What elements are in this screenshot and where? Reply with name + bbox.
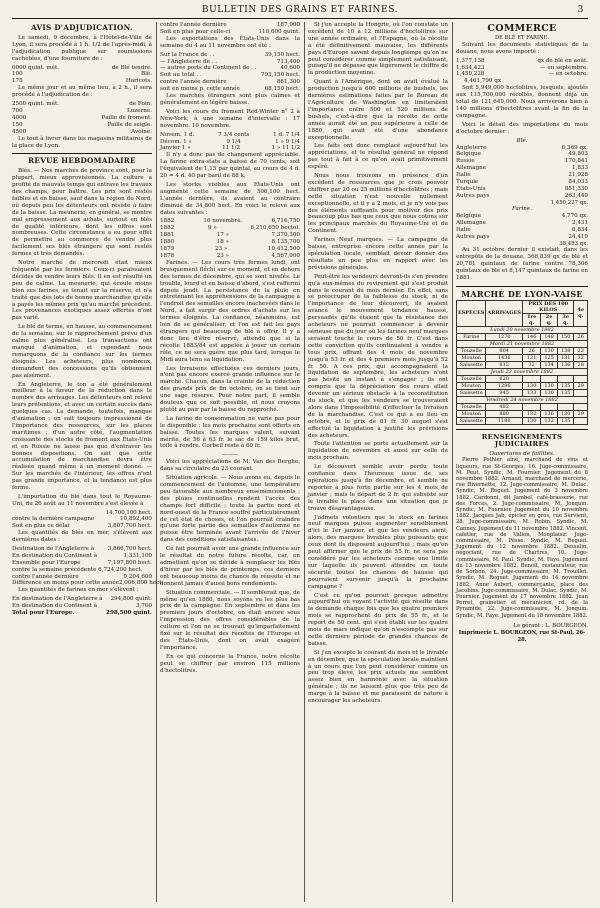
paragraph: Ce fait pourrait avoir une grande influence sur le résultat de notre future récolte, car, en admettant qu'on se décide à remplacer les blés d'hiver par les blés de printemps, ces derniers ont beaucoup moins de chance de réussite et ne donnent jamais d'aussi bons rendements. xyxy=(160,546,300,587)
paragraph: Il n'y a donc pas de changement appréciable. La farine extra-state a baissé de 70 cents, soit l'équivalent de 1,15 par quintal, au cours de 4 d. 20 = 4 d. 40 par baril de 88 k. xyxy=(160,152,300,180)
revue-row: contre la dernière campagne 10,892,400 xyxy=(12,516,152,523)
list-item: 175 Haricots. xyxy=(12,78,152,85)
paragraph: Situation commerciale. — Il semblerait que, de même qu'en 1880, nous soyons vu les plus bas prix de la campagne. En septembre et dans les premiers jours d'octobre, on était encore sous l'impression des offres considérables de la culture et l'on ne se trouvait qu'imparfaitement fixé sur le résultat des récoltes de l'Europe et des États-Unis, dont on avait exagéré l'importance. xyxy=(160,589,300,651)
judiciaires-subtitle: Ouvertures de faillites. xyxy=(489,450,555,457)
revue-paragraph: Notre marché de mercredi était mieux fréquenté par les fermiers. Ceux-ci paraissaient décidés de vendre leurs blés. Il en est résulté un peu de calme. La meunerie, qui écoule moins bien ses farines, se tenait sur la réserve, et n'a traité que des lots de bonne marchandise qu'elle a payés les mêmes prix qu'au marché précédent. Les provenances exotiques assez offertes n'ont pas varié. xyxy=(12,260,152,322)
market-day: Jeudi 23 novembre 1882 xyxy=(457,368,588,375)
column-header: ARRIVAGES xyxy=(486,300,523,326)
marche-table xyxy=(456,300,588,425)
list-item: 700 Luzerne. xyxy=(12,107,152,114)
paragraph: Peut-être les vendeurs devront-ils s'en prendre qu'à eux-mêmes du revirement qui s'est produit dans le courant du mois dernier. En effet, sans se préoccuper de la faiblesse du stock, ni de l'importance de leur découvert, ils avaient avancé le mouvement tendance haussé, persuadés qu'ils étaient que la résistance des acheteurs ne pourrait commencer à devenir sérieuse que du jour où les farines neuf marques seraient touché le cours de 50 fr. C'est dans cette conviction qu'ils continuaient à vendre à tous prix, offrant des 4 mois de novembre jusqu'à 53 fr. et des 4 premiers mois jusqu'à 52 fr. 50. A ces prix, qui accompagnaient la liquidation de septembre, les acheteurs n'ont pas hésité un instant à s'engager ; ils ont compris que la dépréciation des cours allait devenir un sérieux obstacle à la reconstitution du stock, et que les vendeurs se trouveraient alors dans l'impossibilité d'effectuer la livraison de la marchandise. C'est ce qui a eu lieu en octobre, et le prix de 61 fr. 30 auquel s'est effectué la liquidation à justifié les prévisions des acheteurs. xyxy=(308,273,448,439)
stocks-table xyxy=(160,218,300,259)
paragraph: Si j'en excepte le courant du mois et le livrable en décembre, que la spéculation locale maintient à un cours que l'on peut considérer comme un peu trop élevé, les prix actuels me semblent assez bien en harmonie avec la situation générale ; ils ne laissent plus que très peu de marge à la baisse et me paraissent de nature à encourager les acheteurs. xyxy=(308,649,448,705)
paragraph: Les exportations des États-Unis dans la semaine du 4 au 11 novembre ont été : xyxy=(160,35,300,49)
farine-total: 38,483 qx. xyxy=(559,240,588,247)
ble-total: 1,450,227 qx. xyxy=(550,199,588,206)
column-3 xyxy=(308,22,448,902)
table-row: Turquie 84,033 xyxy=(456,179,588,186)
list-item: 100 Blé. xyxy=(12,71,152,78)
market-day: Mardi 21 novembre 1882 xyxy=(457,340,588,347)
table-row: Soit au total . . 793,150 hect. xyxy=(160,72,300,79)
table-row: 1,450,228 — en octobre. xyxy=(456,71,588,78)
table-row: Novem. 1 d. 7 3/4 cents 1 d. 7 1/4 xyxy=(160,131,300,138)
imports-table xyxy=(456,58,588,86)
farine-label: Farine. xyxy=(512,206,532,213)
table-row: contre l'année dernière 861,300 xyxy=(160,79,300,86)
table-row: En destination de l'Angleterre à 294,800 quint. xyxy=(12,596,152,603)
revue-paragraph: Le blé de terme, en hausse, au commencement de la semaine, sur le rapprochement prévu d'un calme plus généralisé. Les transactions ont manqué d'animation, et cependant nous remarquons de la confiance sur les termes éloignés. Les acheteurs, plus nombreux, demandent des concessions qu'ils obtiennent pas aisément. xyxy=(12,324,152,379)
paragraph: La farine de consommation ne varie pas pour le disponible ; les mois prochains sont offerts en baisse. Toutes les marques valent, suivant mérite, de 56 à 63 fr. le sac de 159 kilos brut, toile à rendre. Corbeil reste à 60 fr. xyxy=(160,415,300,450)
table-row: Touzelle 620 xyxy=(457,375,588,382)
table-row: Mouton 1436 121 125 131 32 xyxy=(457,354,588,361)
list-item: 4500 Avoine. xyxy=(12,128,152,135)
column-4 xyxy=(456,22,588,902)
table-row: 1879 23 » 10,412,500 xyxy=(160,246,300,253)
paragraph: Quant à l'Amérique, dont on avait évalué la production jusqu'à 600 millions de bushels, les dernières estimations faites par le Bureau de l'Agriculture de Washington en limiteraient l'importance entre 500 et 520 millions de bushels, c'est-à-dire que la récolte de cette année aurait été un peu supérieure à celle de 1880, qui avait été d'une abondance exceptionnelle. xyxy=(308,79,448,141)
column-header: 2e q. xyxy=(541,313,558,326)
table-row: Ensemble pour l'Europe 7,197,800 hect. xyxy=(12,559,152,566)
imports-total: 4,461,790 qx xyxy=(464,78,501,85)
mer2-table xyxy=(12,596,152,617)
paragraph: Les stocks visibles aux Etats-Unis ont augmenté cette semaine de 506,100 hect. L'année dernière, ils avaient au contraire diminué de 34,800 hect. En voici le relevé aux dates suivantes : xyxy=(160,181,300,216)
running-header xyxy=(12,4,588,19)
column-divider xyxy=(452,22,453,902)
table-row: Belgique 4,770 qx. xyxy=(456,213,588,220)
commerce-title: COMMERCE xyxy=(487,23,557,34)
paragraph: Voici les cours du froment Red-Winter n° 2 à New-York, à une semaine d'intervalle : 17 novembre. 10 novembre. xyxy=(160,108,300,129)
paragraph: Voici les appréciations de M. Van des Berghe, dans sa circulaire du 23 courant. xyxy=(160,459,300,473)
marche-title: MARCHÉ DE LYON-VAISE xyxy=(461,288,583,299)
paragraph: J'admets volontiers que le stock en farines neuf marques puisse augmenter sensiblement d'ici le 1er janvier, et que les vendeurs aient, alors, des marques livrables plus puissants que ceux dont ils disposent aujourd'hui ; mais qu'on peut affirmer que le prix de 55 fr. ne sera pas considéré par les acheteurs comme une limite sur laquelle ils peuvent attendre en toute sécurité toutes les chances de hausse qui pourraient survenir jusqu'à la prochaine campagne ? xyxy=(308,514,448,590)
column-2 xyxy=(160,22,300,902)
table-row: contre l'année dernière 9,204,600 xyxy=(12,573,152,580)
judiciaires-text: Pierre Pothier aîné, marchand de vins et liqueurs, rue St-Georges, 16. Juge-commissaire, M. Peut. Syndic, M. Fournier. Jugement du 8 novembre 1882. Arnaud, marchand de mercerie, rue Bivernette, 12. Juge-commissaire, M. Dulac. Syndic, M. Reguet. Jugement du 3 novembre 1882. Cardonni, dit Jambel, café-brasserie, rue des Forces, 2. Juge-commissaire, M. Jonquin. Syndic, M. Fournier. Jugement du 10 novembre 1882. Jacques Jab, épicier en gros, rue Servient, 28. Juge-commissaire, M. Robin. Syndic, M. Canney. Jugement du 11 novembre 1882. Vincent, cafetier, rue de Vallon, Monplaisir. Juge-commissaire, M. Pèsse. Syndic, M. Reguet. Jugement du 12 novembre 1882. Dessalin, négociant, rue de Chartres, 10. Juge-commissaire, M. Paul. Syndic, M. Faye. Jugement du 13 novembre 1882. Benoît, restaurateur, rue de Sorbon, 24. Juge-commissaire, M. Trouillet. Syndic, M. Reguet. Jugement du 14 novembre 1882. Anne Aubert, commerçante, place des Jacobins. Juge-commissaire, M. Dulac. Syndic, M. Fournier. Jugement du 17 novembre 1882. Jean Perret, grainetier et mécanicien, rd. de la Pyramide, 22. Juge-commissaire, M. Jonquin. Syndic, M. Faye. Jugement du 18 novembre 1882. xyxy=(456,457,588,619)
table-row: Destination de l'Angleterre à 3,866,700 hect. xyxy=(12,545,152,552)
paragraph: Farines Neuf marques. — La campagne de baisse, entreprise encore cette année par la spéculation locale, semblait devoir donner des résultats un peu plus en rapport avec les prévisions générales. xyxy=(308,237,448,271)
avis-list-2 xyxy=(12,101,152,136)
table-row: Saissette 945 133 130 135 xyxy=(457,389,588,396)
page-title: BULLETIN DES GRAINS ET FARINES. xyxy=(201,5,399,15)
judiciaires-title: RENSEIGNEMENTS JUDICIAIRES xyxy=(481,432,563,448)
imprint: Imprimerie L. BOURGEON, rue St-Paul, 26-28. xyxy=(458,629,586,643)
table-row: Sur la France de . . 39,150 hect. xyxy=(160,51,300,58)
separator: ——— xyxy=(221,452,239,459)
paragraph: Les marchés étrangers sont plus calmes et généralement en légère baisse. xyxy=(160,93,300,106)
market-day: Lundi 20 novembre 1882 xyxy=(457,326,588,333)
paragraph: En ce qui concerne la France, notre récolte peut se chiffrer par environ 115 millions d'hectolitres. xyxy=(160,653,300,674)
table-row: Total pour l'Europe. 298,500 quint. xyxy=(12,610,152,617)
avis-title: AVIS D'ADJUDICATION. xyxy=(31,23,133,32)
ble-label: Blé. xyxy=(516,137,528,144)
avis-text-3: Le tout à livrer dans les magasins militaires de la place de Lyon. xyxy=(12,135,152,149)
column-header: 1re q. xyxy=(523,313,541,326)
paragraph: Si j'en accepte la Hongrie, où l'on constate un excédent de 10 à 12 millions d'hectolitres sur une année ordinaire, et l'Espagne, où la récolte a été définitivement mauvaise, les différents pays d'Europe savent depuis longtemps qu'on ne peut considérer comme simplement satisfaisant, puisqu'il ne dépasse que légèrement le chiffre de la production moyenne. xyxy=(308,22,448,77)
table-row: En destination du Continent à 1,331,100 xyxy=(12,552,152,559)
table-row: Allemagne 1,833 xyxy=(456,165,588,172)
table-row: Angleterre 6,369 qx. xyxy=(456,144,588,151)
revue-paragraph: Les quantités de farines en mer s'élèvent : xyxy=(18,587,139,594)
avis-text-2: Le même jour et au même lieu, à 2 h., il sera procédé à l'adjudication de : xyxy=(12,85,152,99)
table-row: Autres pays 263,449 xyxy=(456,192,588,199)
table-row: Russie 170,841 xyxy=(456,158,588,165)
table-row: Autres pays 24,419 xyxy=(456,233,588,240)
table-row: Mouton 1286 130 130 135 29 xyxy=(457,382,588,389)
table-row: Belgique 49,803 xyxy=(456,151,588,158)
paragraph: Soit 5,949,000 hectolitres, lesquels, ajoutés aux 115,700,000 récoltés, donnent déjà un total de 121,649,000. Nous arriverons bien à 140 millions d'hectolitres avant la fin de la campagne. xyxy=(456,85,588,119)
table-row: contre l'année dernière 187,900 xyxy=(160,22,300,28)
revue-value: 14,700,100 hect. xyxy=(105,509,152,516)
farine-table xyxy=(456,213,588,247)
avis-list xyxy=(12,65,152,86)
table-row: Janvier 1 » 11 1/2 1 » 11 1/2 xyxy=(160,145,300,152)
revue-paragraph: L'importation du blé dans tout le Royaume-Uni, du 26 août au 11 novembre s'est élevée à xyxy=(12,494,152,507)
table-row: Farine 1270 146 148 150 26 xyxy=(457,333,588,340)
table-row: 1,634,423 — en septembre. xyxy=(456,64,588,71)
table-row: soit en moins p. cette année 68,150 hect. xyxy=(160,86,300,93)
paragraph: Le découvert semble avoir perdu toute confiance dans l'heureuse issue de ses opérations jusqu'à fin décembre, et semble ne reporter à plus forte partie sur les 4 mois de janvier ; mais le départ de 2 fr. qui subsiste sur le livrable le place dans une situation que je trouve désavantageuse. xyxy=(308,464,448,512)
ble-table xyxy=(456,145,588,207)
table-row: Italie 6,834 xyxy=(456,226,588,233)
avis-text: Le samedi, 9 décembre, à l'Hôtel-de-Ville de Lyon, il sera procédé à 1 h. 1/2 de l'après-midi, à l'adjudication publique sur soumissions cachetées, d'une fourniture de : xyxy=(12,34,152,62)
table-row: Décem. 1 » 9 1/4 1 » 9 1/4 xyxy=(160,138,300,145)
mer-table xyxy=(12,545,164,587)
paragraph: C'est ce qu'on pourrait presque admettre aujourd'hui où voyant l'activité qui résulte dans la demande chaque fois que les quatre premiers mois se rapprochent du prix de 55 fr., et le report de 50 cent. qui s'est établi sur les quatre mois de mars indique qu'on n'escompte pas sur cette dernière période de grandes chances de baisse. xyxy=(308,592,448,647)
column-header: ESPÈCES xyxy=(457,300,486,326)
table-row: Italie 21,928 xyxy=(456,172,588,179)
table-row: 1882 9 » 6,210,650 hectol. xyxy=(160,225,300,232)
paragraph: Les faits ont donc remplacé aujourd'hui les appréciations, et le résultat général ne répond pas tout à fait à ce qu'on avait primitivement espéré. xyxy=(308,143,448,171)
paragraph: Nous nous trouvons en présence d'un excédent de ressources que je crois pouvoir chiffrer par 20 ou 25 millions d'hectolitres ; mais cette situation n'est nouvelle nullement exceptionnelle, et il y a 2 mois, et je n'y vois pas des éléments suffisants pour motiver des prix beaucoup plus bas que ceux que nous cotons sur les principaux marchés du Royaume-Uni et du Continent. xyxy=(308,173,448,235)
table-row: Touzelle 482 xyxy=(457,403,588,410)
paragraph: Farines. — Les cours très fermes lundi, ont brusquement fléchi sur ce moment, et en dehors des termes de décembre, qui se sont nivelés. Le trouble, lourd et en baisse d'abord, s'est raffermi depuis jeudi. La persistance de la pluie en entretenant les appréhensions de la campagne à l'endroit des semailles encore inachevées dans le Nord, a fait surgir des ordres d'achats sur les termes éloignés. La confiance, néanmoins, est loin de se généraliser, et l'on est fait les pays étrangers qui beaucoup de blé à offrir. Il y a donc lieu d'être réservé, attendu que si la récolte 1883/84 est appelée à jouer un certain rôle, ce ne sera guère que plus tard, lorsque le Midi aura tenu sa liquidation. xyxy=(160,259,301,363)
revue-paragraph: En Angleterre, le ton a été généralement meilleur à la faveur de la réduction dans le nombre des arrivages. Les détenteurs ont relevé leurs prétentions, et avec un certain succès dans quelques cas. La demande, toutefois, manque d'animation ; on sait toujours impressionné de l'importance des ressources, sur les places maritimes ; d'un autre côté, l'augmentation croissante des stocks de froment aux Etats-Unis et en Russie ne laisse pas que d'entraver les bonnes dispositions. On sait que cette accumulation de marchandise devra être réalisée quand même à un moment donné. — Sur les marchés de l'intérieur, les offres n'ont pas grande importance, et la tendance est plus ferme. xyxy=(12,381,152,492)
list-item: 6000 quint. mét. de Blé tendre. xyxy=(12,64,152,71)
paragraph: Toute l'attention se porte actuellement sur la liquidation de novembre et aussi sur celle du mois prochain. xyxy=(308,441,448,462)
table-row: Mouton 880 132 136 130 29 xyxy=(457,410,588,417)
page-number: 3 xyxy=(577,5,584,15)
column-header: 3e q. xyxy=(557,313,574,326)
list-item: 2500 quint. mét. de Foin. xyxy=(12,101,152,108)
commerce-subtitle: DE BLÉ ET FARINE. xyxy=(494,34,549,41)
column-1 xyxy=(12,22,164,902)
table-row: 1,377,138 qx de blé en août. xyxy=(456,57,588,64)
column-header: PRIX DES 100 KILOS xyxy=(523,300,574,313)
paragraph: Les livraisons effectuées ces derniers jours, n'ont pas encore exercé grande influence sur le marché. Chacun, dans la crainte de la réduction des grands prix de fin octobre, on se tient sur une sage réserve. Pour notre part, il semble douteux que ce soit possible, et nous croyons plutôt au pair par la baisse du rapproché. xyxy=(160,365,300,413)
table-row: Soit en plus pour celle-ci 110,600 quint. xyxy=(160,28,300,35)
table-row: États-Unis 851,330 xyxy=(456,185,588,192)
table-row: — l'Angleterre de . . 713,400 xyxy=(160,58,300,65)
column-divider xyxy=(304,22,305,902)
table-row: 1878 23 » 4,567,000 xyxy=(160,253,300,259)
column-header: 4e q. xyxy=(574,300,588,326)
column-divider xyxy=(156,22,157,902)
table-row: 1881 17 » 7,370,300 xyxy=(160,232,300,239)
revue-paragraph: Les quantités de blés en mer, s'élèvent aux dernières dates : xyxy=(12,530,152,544)
paragraph: Au 31 octobre dernier il existait, dans les entrepôts de la douane, 368,839 qx de blé et 20,781 quintaux de farine contre 78,306 quintaux de blé et 8,147 quintaux de farine en 1881. xyxy=(456,247,588,281)
newspaper-page xyxy=(12,0,588,908)
exports-table xyxy=(160,52,300,93)
table-row: Saissette 812 32 134 136 28 xyxy=(457,361,588,368)
table-row: Allemagne 2,431 xyxy=(456,220,588,227)
paragraph: Situation agricole. — Nous avons eu, depuis le commencement de l'automne, une température peu favorable aux nombreux ensemencements ; des pluies continuelles rendent l'accès des champs fort difficile ; toute la partie nord et nord-ouest de la France souffre particulièrement de cet état de choses, et l'on pourrait craindre qu'une forte partie des semailles d'automne ne puisse être terminée avant l'arrivée de l'hiver dans des conditions satisfaisantes. xyxy=(160,475,300,544)
table-row: contre la semaine précédente 6,724,200 hect. xyxy=(12,566,143,573)
revue-title: REVUE HEBDOMADAIRE xyxy=(28,156,136,166)
table-row: Différence en moins pour cette année 2,006,800 hect. xyxy=(12,580,164,587)
paragraph: Voici le détail des importations du mois d'octobre dernier : xyxy=(456,121,588,135)
revue-row: Soit en plus ce délai 3,807,700 hect. xyxy=(12,523,152,530)
table-row: Saissette 1180 130 132 135 xyxy=(457,417,588,424)
table-row: En destination du Continent à 3,700 xyxy=(12,603,152,610)
table-row: 1882 16 novembre. 6,716,750 xyxy=(160,218,300,225)
revue-paragraph: Blés. — Nos marchés de province sont, pour la plupart, mieux approvisionnés. La culture a profité du mauvais temps qui entrave les travaux des champs, pour battre. Les prix sont restés faibles et en baisse, sauf dans la région du Nord, où depuis peu les détenteurs ont résisté à faire de la baisse. La meunerie, en général, se montre mal empressement aux achats, surtout en blés de qualité inférieure, dont les offres sont nombreuses. Cette circonstance a eu pour effet de permettre au commerce de vendre plus facilement ses blés étrangers qui sont restés fermes et très demandés. xyxy=(12,168,152,258)
ny-table xyxy=(160,132,300,153)
market-day: Vendredi 24 novembre 1882 xyxy=(457,396,588,403)
table-row: 1880 18 » 8,135,700 xyxy=(160,239,300,246)
list-item: 4000 Paille de froment. xyxy=(12,114,152,121)
table-row: — autres ports du Continent de . . 40,600 xyxy=(160,65,300,72)
gerant-signature: Le gérant : L. BOURGEON. xyxy=(513,622,588,629)
paragraph: Suivant les documents statistiques de la douane, nous avons importé : xyxy=(456,41,588,55)
list-item: 150 Paille de seigle. xyxy=(12,121,152,128)
table-row: Touzelle 804 26 130 138 22 xyxy=(457,347,588,354)
